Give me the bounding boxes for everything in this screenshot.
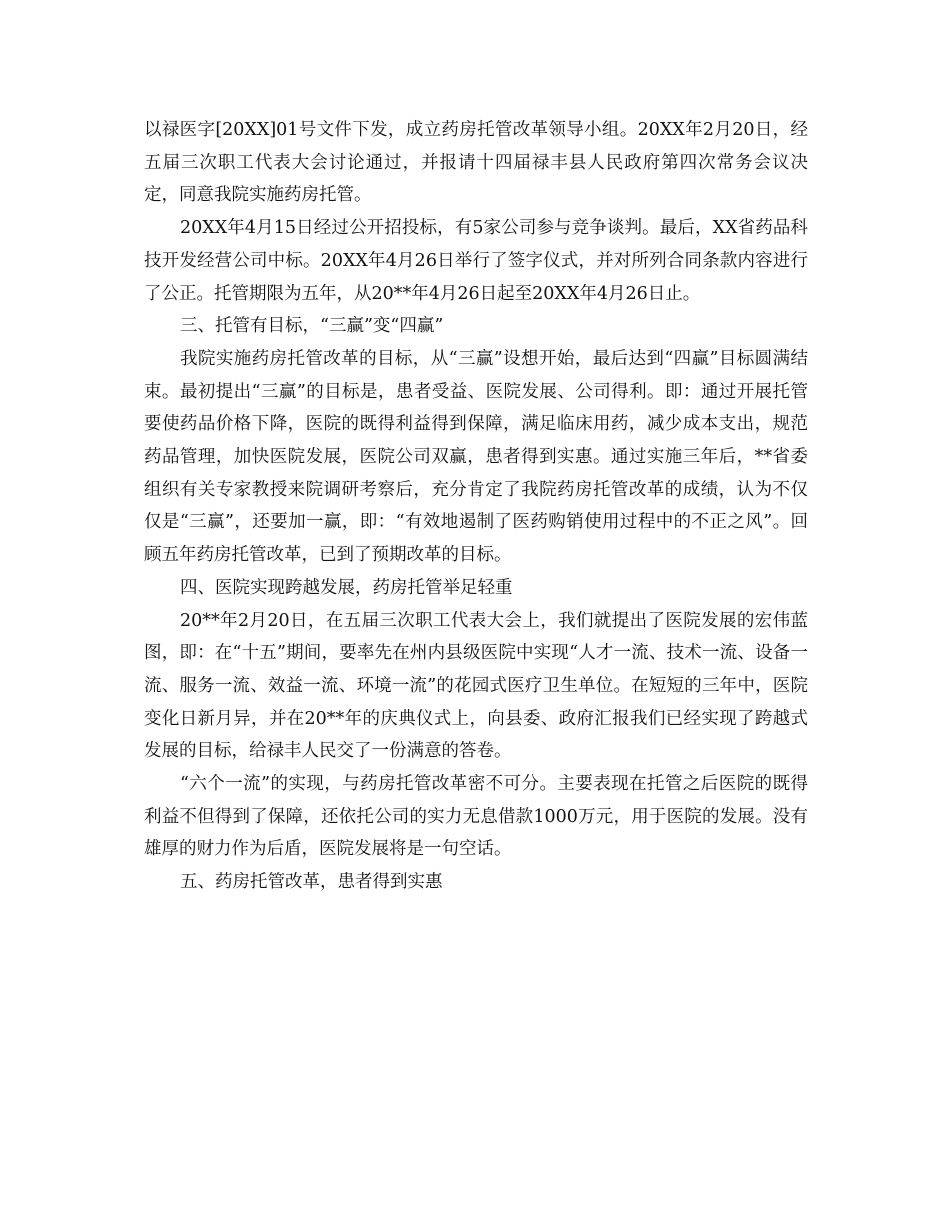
paragraph-5: “六个一流”的实现，与药房托管改革密不可分。主要表现在托管之后医院的既得利益不但得到了保障，还依托公司的实力无息借款1000万元，用于医院的发展。没有雄厚的财力作为后盾，医院发展将是一句空话。 bbox=[144, 774, 808, 860]
section-heading-3: 三、托管有目标，“三赢”变“四赢” bbox=[180, 316, 444, 337]
paragraph-3: 我院实施药房托管改革的目标，从“三赢”设想开始，最后达到“四赢”目标圆满结束。最初提出“三赢”的目标是，患者受益、医院发展、公司得利。即：通过开展托管要使药品价格下降，医院的既得利益得到保障，满足临床用药，减少成本支出，规范药品管理，加快医院发展，医院公司双赢，患者得到实惠。通过实施三年后，**省委组织有关专家教授来院调研考察后，充分肯定了我院药房托管改革的成绩，认为不仅仅是“三赢”，还要加一赢，即：“有效地遏制了医药购销使用过程中的不正之风”。回顾五年药房托管改革，已到了预期改革的目标。 bbox=[144, 348, 808, 566]
paragraph-1: 以禄医字[20XX]01号文件下发，成立药房托管改革领导小组。20XX年2月20日，经五届三次职工代表大会讨论通过，并报请十四届禄丰县人民政府第四次常务会议决定，同意我院实施药房托管。 bbox=[144, 120, 808, 206]
paragraph-2: 20XX年4月15日经过公开招投标，有5家公司参与竞争谈判。最后，XX省药品科技开发经营公司中标。20XX年4月26日举行了签字仪式，并对所列合同条款内容进行了公正。托管期限为五年，从20**年4月26日起至20XX年4月26日止。 bbox=[144, 218, 808, 304]
document-page bbox=[144, 114, 808, 899]
section-heading-5: 五、药房托管改革，患者得到实惠 bbox=[180, 872, 443, 893]
paragraph-4: 20**年2月20日，在五届三次职工代表大会上，我们就提出了医院发展的宏伟蓝图，即：在“十五”期间，要率先在州内县级医院中实现“人才一流、技术一流、设备一流、服务一流、效益一流、环境一流”的花园式医疗卫生单位。在短短的三年中，医院变化日新月异，并在20**年的庆典仪式上，向县委、政府汇报我们已经实现了跨越式发展的目标，给禄丰人民交了一份满意的答卷。 bbox=[144, 610, 808, 762]
section-heading-4: 四、医院实现跨越发展，药房托管举足轻重 bbox=[180, 577, 513, 598]
